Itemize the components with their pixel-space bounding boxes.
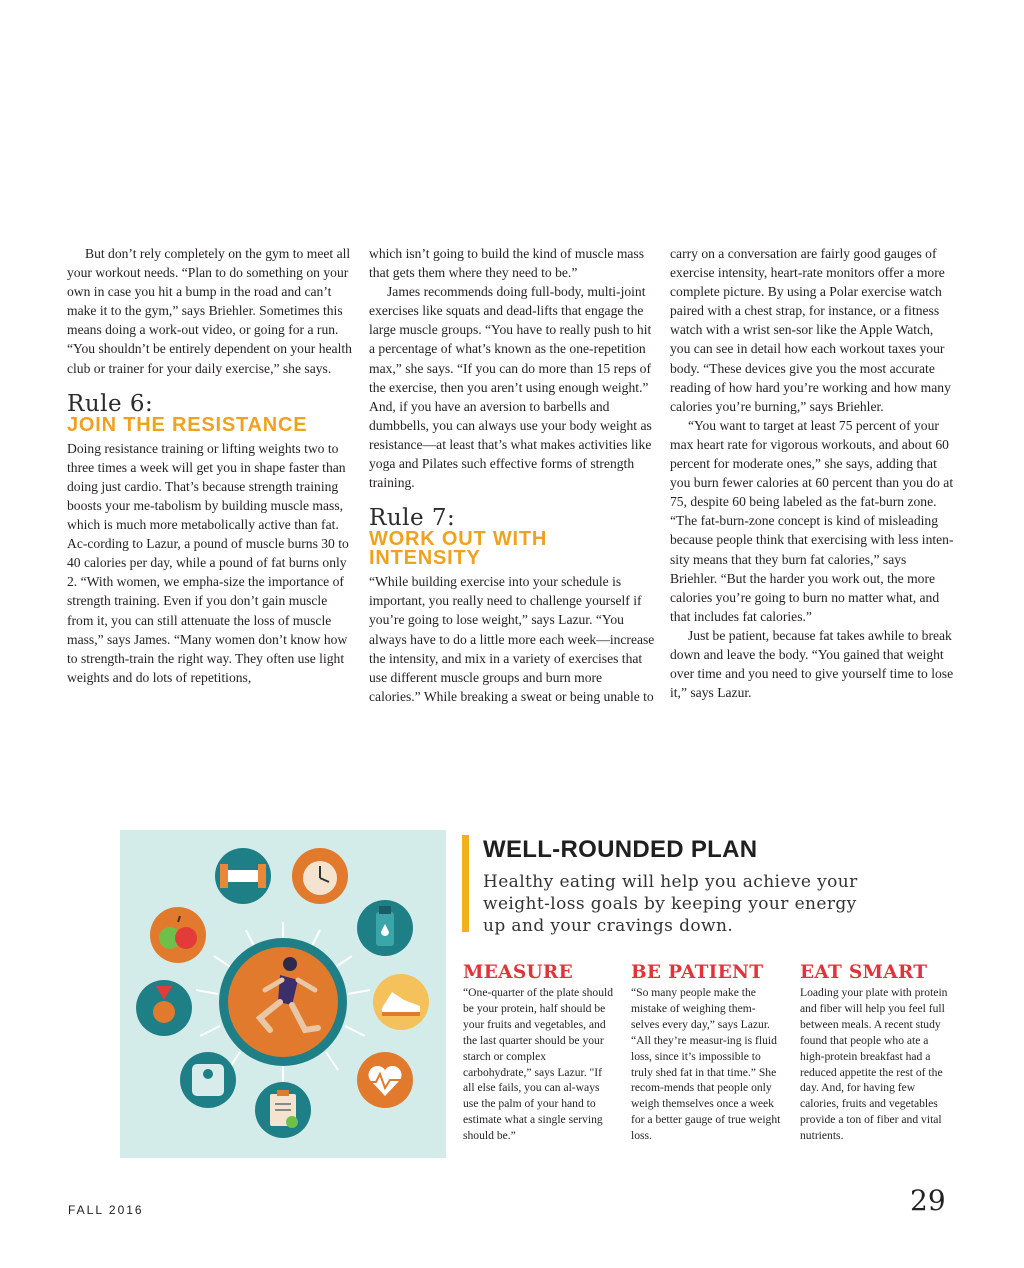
article-paragraph: James recommends doing full-body, multi-joint exercises like squats and dead-lifts that engage the large muscle groups. “You have to really push to hit a percentage of what’s known as the one-repetition max,” she says. “If you can do more than 15 reps of the exercise, then you aren’t using enough weight.” And, if you have an aversion to barbells and dumbbells, you can always use your body weight as resistance—at least that’s what makes activities like yoga and Pilates such effective forms of strength training. xyxy=(369,284,652,491)
rule-7-subtitle: WORK OUT WITH INTENSITY xyxy=(369,528,548,570)
heart-rate-icon xyxy=(357,1052,413,1108)
dumbbell-icon xyxy=(215,848,271,904)
issue-label: FALL 2016 xyxy=(68,1203,144,1217)
stopwatch-icon xyxy=(292,848,348,904)
tip-eat-smart xyxy=(800,962,952,1144)
article-paragraph: “You want to target at least 75 percent of your max heart rate for vigorous workouts, and about 60 percent for moderate ones,” she says, adding that you burn fewer calories at 60 percent than you do at 75, despite 60 being labeled as the fat-burn zone. “The fat-burn-zone concept is kind of misleading because people think that exercising with less inten-sity means that they burn fat calories,” says Briehler. “But the harder you work out, the more calories you’re going to burn no matter what, and that includes fat calories.” xyxy=(670,417,954,624)
article-paragraph: which isn’t going to build the kind of muscle mass that gets them where they need to be.” xyxy=(369,246,645,281)
tip-measure xyxy=(463,962,615,1144)
tip-heading: BE PATIENT xyxy=(631,962,764,983)
sidebar-title: WELL-ROUNDED PLAN xyxy=(483,836,758,863)
tip-body: “One-quarter of the plate should be your protein, half should be your fruits and vegetables, and the last quarter should be your starch or complex carbohydrate,” says Lazur. "If all else fails, you can al-ways use the palm of your hand to estimate what a single serving should be.” xyxy=(463,986,614,1143)
tip-heading: EAT SMART xyxy=(800,962,928,983)
fitness-illustration xyxy=(120,830,446,1158)
tip-body: “So many people make the mistake of weighing them-selves every day,” says Lazur. “All they’re measur-ing is fluid loss, since it’s impossible to truly shed fat in that time.” She recom-mends that people only weigh themselves once a week for a better gauge of true weight loss. xyxy=(631,986,781,1143)
article-paragraph: Just be patient, because fat takes awhile to break down and leave the body. “You gained that weight over time and you need to give yourself time to lose it,” says Lazur. xyxy=(670,627,954,701)
article-paragraph: “While building exercise into your schedule is important, you really need to challenge yourself if you’re going to lose weight,” says Lazur. “You always have to do a little more each week—increase the intensity, and mix in a variety of exercises that use different muscle groups and burn more calories.” While breaking a sweat or being unable to xyxy=(369,574,655,704)
rule-7-title: Rule 7: xyxy=(369,505,456,532)
water-bottle-icon xyxy=(357,900,413,956)
sidebar-subtitle: Healthy eating will help you achieve your weight-loss goals by keeping your energy up and your cravings down. xyxy=(483,872,858,936)
scale-icon xyxy=(180,1052,236,1108)
medal-icon xyxy=(136,980,192,1036)
rule-6-subtitle: JOIN THE RESISTANCE xyxy=(67,413,308,436)
rule-6-title: Rule 6: xyxy=(67,390,154,417)
tip-be-patient xyxy=(631,962,783,1144)
clipboard-icon xyxy=(255,1082,311,1138)
article-paragraph: carry on a conversation are fairly good gauges of exercise intensity, heart-rate monitors offer a more complete picture. By using a Polar exercise watch paired with a chest strap, for instance, or a fitness watch with a wrist sen-sor like the Apple Watch, you can see in detail how each workout taxes your body. “These devices give you the most accurate reading of how hard you’re working and how many calories you’re burning,” says Briehler. xyxy=(670,246,951,414)
sidebar-accent-bar xyxy=(462,835,469,932)
sneaker-icon xyxy=(373,974,429,1030)
fitness-illustration-svg xyxy=(120,830,446,1158)
article-paragraph: Doing resistance training or lifting weights two to three times a week will get you in shape faster than doing just cardio. That’s because strength training boosts your me-tabolism by building muscle mass, which is much more metabolically active than fat. Ac-cording to Lazur, a pound of muscle burns 30 to 40 calories per day, while a pound of fat burns only 2. “With women, we empha-size the importance of strength training. Even if you don’t gain muscle from it, you can still attenuate the loss of muscle mass,” says James. “Many women don’t know how to strength-train the right way. They often use light weights and do lots of repetitions, xyxy=(67,440,349,685)
article-column-1 xyxy=(67,244,353,687)
tip-body: Loading your plate with protein and fiber will help you feel full between meals. A recent study found that people who ate a high-protein breakfast had a reduced appetite the rest of the day. And, for having few calories, fruits and vegetables provide a ton of fiber and vital nutrients. xyxy=(800,986,948,1143)
tip-heading: MEASURE xyxy=(463,962,574,983)
article-column-3 xyxy=(670,244,956,702)
article-column-2 xyxy=(369,244,655,706)
page-number: 29 xyxy=(910,1184,946,1217)
runner-icon xyxy=(219,938,347,1066)
apple-icon xyxy=(150,907,206,963)
article-paragraph: But don’t rely completely on the gym to meet all your workout needs. “Plan to do something on your own in case you hit a bump in the road and can’t make it to the gym,” says Briehler. Sometimes this means doing a work-out video, or going for a run. “You shouldn’t be entirely dependent on your health club or trainer for your daily exercise,” she says. xyxy=(67,246,352,376)
